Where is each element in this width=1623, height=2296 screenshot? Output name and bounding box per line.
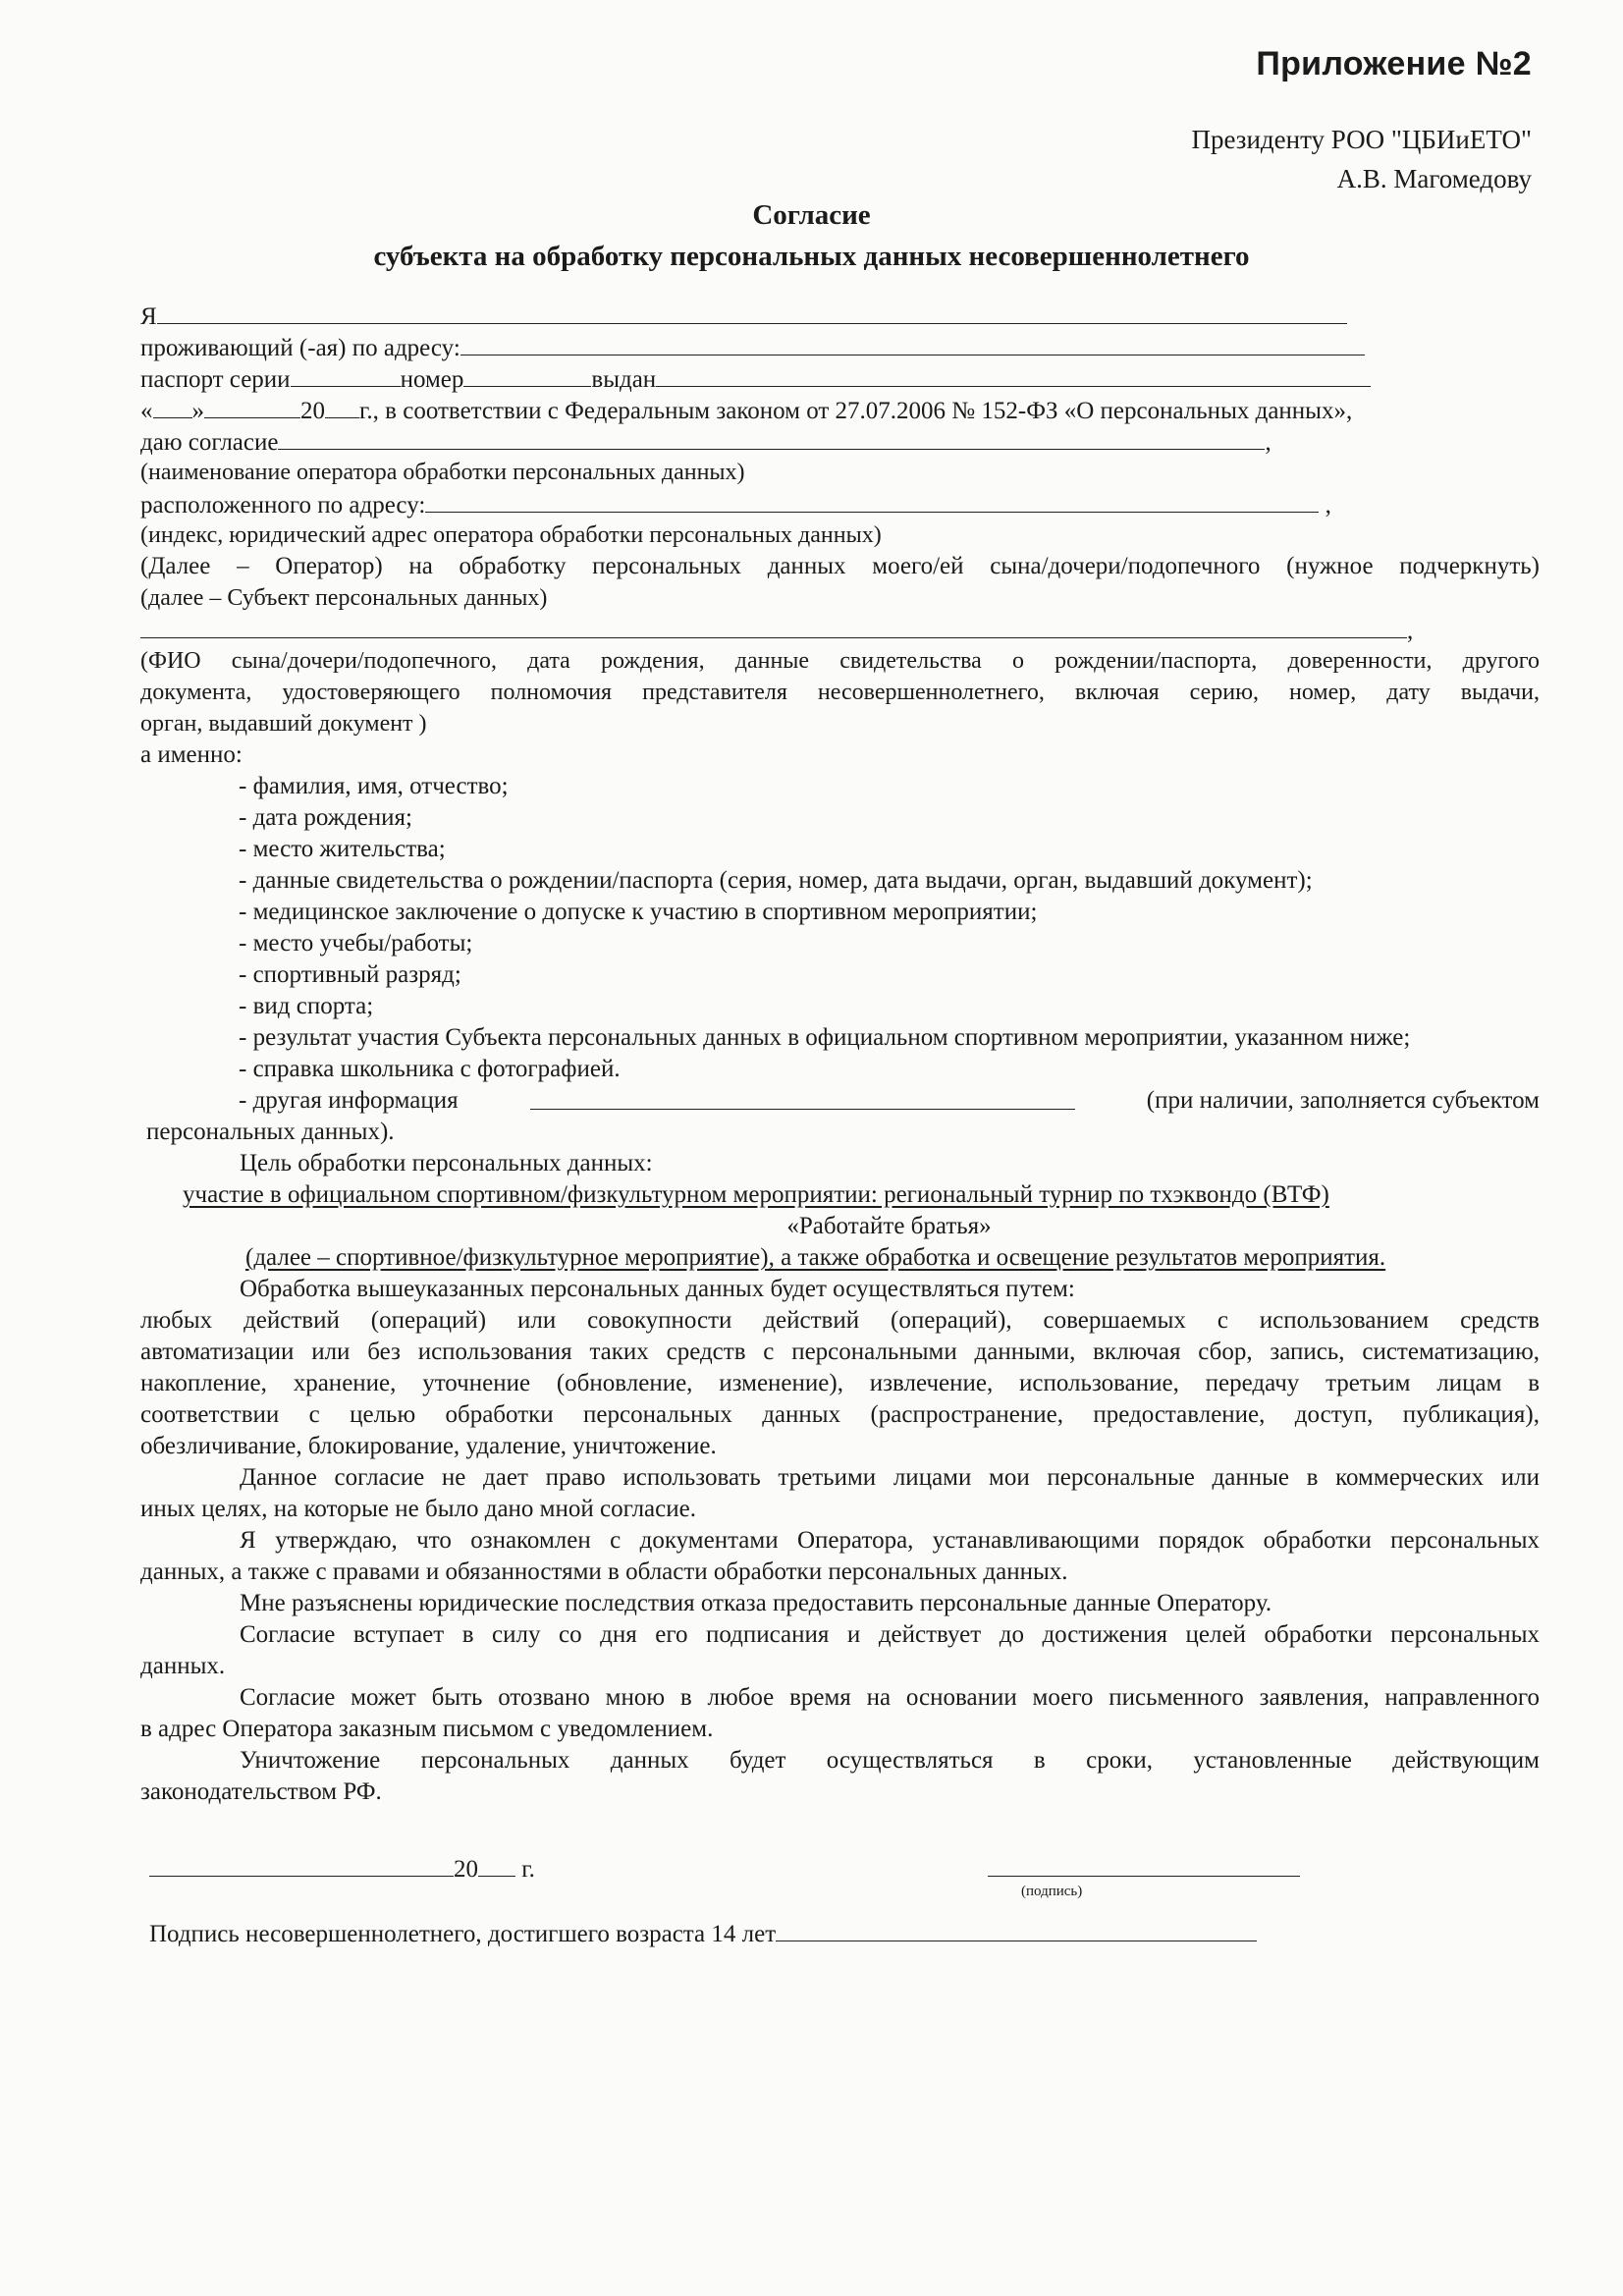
paragraph-consequences: Мне разъяснены юридические последствия отказа предоставить персональные данные Оператору. bbox=[240, 1590, 1272, 1616]
paragraph-no-rights-l2: иных целях, на которые не было дано мной согласие. bbox=[140, 1496, 696, 1522]
paragraph-revocation-l1: Согласие может быть отозвано мною в любое время на основании моего письменного заявления, направленного bbox=[240, 1684, 1540, 1711]
line-residing bbox=[140, 331, 1540, 362]
paragraph-processing-l2: любых действий (операций) или совокупности действий (операций), совершаемых с использованием средств bbox=[140, 1307, 1540, 1334]
paragraph-processing-l4: накопление, хранение, уточнение (обновление, изменение), извлечение, использование, передачу третьим лицам в bbox=[140, 1370, 1540, 1396]
purpose-heading: Цель обработки персональных данных: bbox=[240, 1150, 653, 1176]
operator-name-caption: (наименование оператора обработки персональных данных) bbox=[140, 460, 745, 485]
list-item: - справка школьника с фотографией. bbox=[239, 1056, 621, 1082]
paragraph-effective-l2: данных. bbox=[140, 1653, 226, 1679]
addressee-block bbox=[1191, 120, 1532, 198]
minor-signature-line bbox=[149, 1917, 1257, 1948]
passport-series-field[interactable] bbox=[291, 362, 401, 387]
issue-day-field[interactable] bbox=[153, 394, 192, 418]
signature-field[interactable] bbox=[988, 1852, 1300, 1877]
subject-caption: (далее – Субъект персональных данных) bbox=[140, 585, 548, 611]
consent-body bbox=[140, 300, 1540, 1808]
further-operator-text: (Далее – Оператор) на обработку персональных данных моего/ей сына/дочери/подопечного (нужное подчеркнуть) bbox=[140, 553, 1540, 579]
issued-by-field[interactable] bbox=[656, 362, 1371, 387]
fio-caption-line-1: (ФИО сына/дочери/подопечного, дата рождения, данные свидетельства о рождении/паспорта, доверенности, другого bbox=[140, 648, 1540, 674]
located-label: расположенного по адресу: bbox=[140, 492, 426, 519]
other-info-cont: персональных данных). bbox=[146, 1119, 395, 1145]
paragraph-processing-l5: соответствии с целью обработки персональных данных (распространение, предоставление, доступ, публикация), bbox=[140, 1401, 1540, 1428]
line-located bbox=[140, 488, 1540, 519]
list-item: - спортивный разряд; bbox=[239, 961, 461, 988]
quote-close: » bbox=[191, 398, 204, 424]
fio-caption-line-2: документа, удостоверяющего полномочия представителя несовершеннолетнего, включая серию, номер, дату выдачи, bbox=[140, 680, 1540, 705]
minor-signature-field[interactable] bbox=[776, 1917, 1257, 1941]
operator-address-field[interactable] bbox=[425, 488, 1319, 513]
paragraph-revocation-l2: в адрес Оператора заказным письмом с уведомлением. bbox=[140, 1716, 714, 1742]
operator-name-field[interactable] bbox=[278, 425, 1265, 450]
document-title bbox=[0, 194, 1623, 277]
subject-details-field[interactable] bbox=[140, 614, 1407, 638]
paragraph-processing-l1: Обработка вышеуказанных персональных данных будет осуществляться путем: bbox=[240, 1276, 1075, 1302]
title-line-1: Согласие bbox=[752, 199, 871, 231]
issued-label: выдан bbox=[591, 366, 657, 393]
signature-date-field[interactable] bbox=[149, 1852, 454, 1877]
date-signature-row bbox=[149, 1852, 1426, 1911]
law-reference-text: г., в соответствии с Федеральным законом от 27.07.2006 № 152-ФЗ «О персональных данных», bbox=[359, 398, 1353, 424]
passport-series-label: паспорт серии bbox=[140, 366, 291, 393]
list-item: - медицинское заключение о допуске к участию в спортивном мероприятии; bbox=[239, 899, 1038, 925]
list-item: - место жительства; bbox=[239, 836, 446, 862]
paragraph-processing-l6: обезличивание, блокирование, удаление, уничтожение. bbox=[140, 1433, 717, 1459]
appendix-number: Приложение №2 bbox=[1256, 45, 1532, 82]
residing-label: проживающий (-ая) по адресу: bbox=[140, 335, 460, 361]
namely-label: а именно: bbox=[140, 741, 243, 768]
addressee-organization: Президенту РОО "ЦБИиЕТО" bbox=[1191, 125, 1532, 154]
paragraph-acquainted-l2: данных, а также с правами и обязанностями в области обработки персональных данных. bbox=[140, 1558, 1068, 1585]
list-item: - данные свидетельства о рождении/паспорта (серия, номер, дата выдачи, орган, выдавший документ); bbox=[239, 867, 1313, 894]
quote-open: « bbox=[140, 398, 153, 424]
paragraph-acquainted-l1: Я утверждаю, что ознакомлен с документами Оператора, устанавливающими порядок обработки персональных bbox=[240, 1527, 1540, 1554]
year-prefix: 20 bbox=[300, 398, 325, 424]
list-item: - место учебы/работы; bbox=[239, 930, 473, 957]
paragraph-processing-l3: автоматизации или без использования таких средств с персональными данными, включая сбор, запись, систематизацию, bbox=[140, 1339, 1540, 1365]
residence-address-field[interactable] bbox=[460, 331, 1365, 355]
passport-number-label: номер bbox=[400, 366, 464, 393]
signature-year-field[interactable] bbox=[478, 1852, 515, 1877]
paragraph-destruction-l2: законодательством РФ. bbox=[140, 1778, 382, 1805]
comma: , bbox=[1319, 492, 1331, 519]
purpose-line-2: «Работайте братья» bbox=[786, 1213, 992, 1239]
title-line-2: субъекта на обработку персональных данных несовершеннолетнего bbox=[373, 241, 1250, 272]
list-item: - результат участия Субъекта персональных данных в официальном спортивном мероприятии, указанном ниже; bbox=[239, 1024, 1411, 1051]
list-item: - вид спорта; bbox=[239, 993, 374, 1019]
paragraph-no-rights-l1: Данное согласие не дает право использовать третьими лицами мои персональные данные в коммерческих или bbox=[240, 1464, 1540, 1491]
passport-number-field[interactable] bbox=[463, 362, 591, 387]
minor-signature-label: Подпись несовершеннолетнего, достигшего возраста 14 лет bbox=[149, 1921, 777, 1947]
line-subject-details bbox=[140, 614, 1540, 645]
operator-address-caption: (индекс, юридический адрес оператора обработки персональных данных) bbox=[140, 522, 882, 548]
issue-year-field[interactable] bbox=[325, 394, 359, 418]
list-item: - фамилия, имя, отчество; bbox=[239, 773, 509, 799]
other-info-prefix: - другая информация bbox=[239, 1087, 459, 1114]
other-info-suffix: (при наличии, заполняется субъектом bbox=[1146, 1087, 1540, 1114]
line-passport bbox=[140, 362, 1540, 394]
fio-field[interactable] bbox=[157, 300, 1347, 324]
paragraph-effective-l1: Согласие вступает в силу со дня его подписания и действует до достижения целей обработки персональных bbox=[240, 1621, 1540, 1648]
signature-caption: (подпись) bbox=[1021, 1884, 1083, 1899]
purpose-line-3 bbox=[140, 1242, 1540, 1274]
list-item: - дата рождения; bbox=[239, 804, 412, 831]
purpose-event: участие в официальном спортивном/физкультурном мероприятии: региональный турнир по тхэквондо (ВТФ) bbox=[183, 1181, 1329, 1208]
ya-label: Я bbox=[140, 303, 157, 330]
line-give-consent bbox=[140, 425, 1540, 457]
comma: , bbox=[1265, 429, 1271, 456]
signature-year-suffix: г. bbox=[521, 1856, 535, 1883]
other-info-line bbox=[140, 1085, 1540, 1117]
signature-year-prefix: 20 bbox=[454, 1856, 478, 1883]
purpose-line-1 bbox=[140, 1179, 1540, 1211]
fio-caption-line-3: орган, выдавший документ ) bbox=[140, 711, 427, 737]
purpose-event-cont: (далее – спортивное/физкультурное мероприятие), а также обработка и освещение результатов мероприятия. bbox=[245, 1244, 1386, 1271]
paragraph-destruction-l1: Уничтожение персональных данных будет осуществляться в сроки, установленные действующим bbox=[240, 1747, 1540, 1774]
line-ya bbox=[140, 300, 1540, 331]
line-date-law bbox=[140, 394, 1540, 425]
issue-month-field[interactable] bbox=[204, 394, 300, 418]
give-consent-label: даю согласие bbox=[140, 429, 279, 456]
addressee-name: А.В. Магомедову bbox=[1336, 164, 1532, 193]
comma: , bbox=[1407, 618, 1414, 644]
other-info-field[interactable] bbox=[530, 1085, 1075, 1110]
